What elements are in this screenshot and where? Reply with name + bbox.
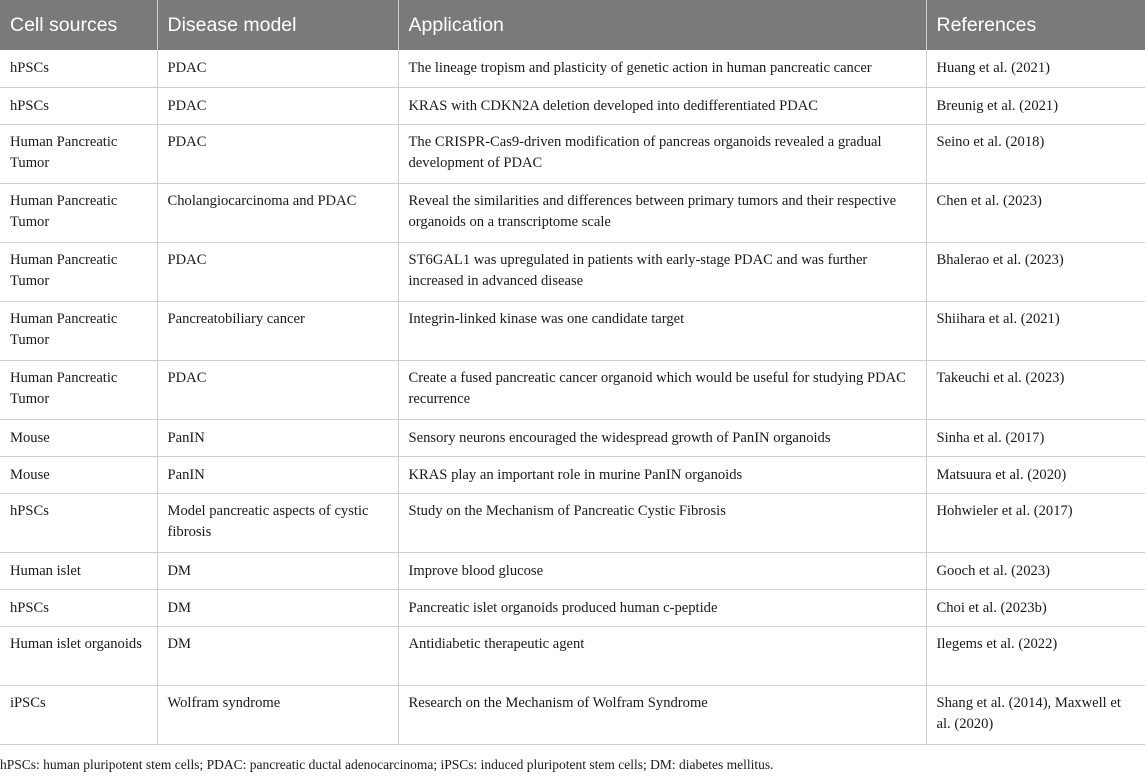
references: Shiihara et al. (2021) [926,301,1145,360]
table-row [0,419,1145,456]
disease-model: DM [157,626,398,685]
table-row [0,360,1145,419]
cell-source: iPSCs [0,685,157,744]
cell-source: hPSCs [0,589,157,626]
references: Shang et al. (2014), Maxwell et al. (2020) [926,685,1145,744]
disease-model: PDAC [157,124,398,183]
references: Gooch et al. (2023) [926,552,1145,589]
application: Sensory neurons encouraged the widespread growth of PanIN organoids [398,419,926,456]
disease-model: Wolfram syndrome [157,685,398,744]
disease-model: PanIN [157,419,398,456]
disease-model: DM [157,552,398,589]
application: KRAS with CDKN2A deletion developed into dedifferentiated PDAC [398,87,926,124]
application: Pancreatic islet organoids produced human c-peptide [398,589,926,626]
table-row [0,552,1145,589]
disease-model: Pancreatobiliary cancer [157,301,398,360]
application: Study on the Mechanism of Pancreatic Cystic Fibrosis [398,493,926,552]
disease-model: PanIN [157,456,398,493]
cell-source: hPSCs [0,87,157,124]
table-row [0,301,1145,360]
cell-source: Human Pancreatic Tumor [0,183,157,242]
table-row [0,685,1145,744]
cell-source: hPSCs [0,493,157,552]
cell-source: Human islet organoids [0,626,157,685]
table-row [0,242,1145,301]
disease-model: PDAC [157,360,398,419]
references: Takeuchi et al. (2023) [926,360,1145,419]
header-disease-model: Disease model [157,0,398,50]
table-row [0,456,1145,493]
table-row [0,626,1145,685]
cell-source: Human islet [0,552,157,589]
references: Seino et al. (2018) [926,124,1145,183]
table-row [0,50,1145,87]
cell-source: Human Pancreatic Tumor [0,242,157,301]
references: Choi et al. (2023b) [926,589,1145,626]
application: KRAS play an important role in murine PanIN organoids [398,456,926,493]
disease-model: PDAC [157,87,398,124]
header-references: References [926,0,1145,50]
application: Improve blood glucose [398,552,926,589]
application: Research on the Mechanism of Wolfram Syndrome [398,685,926,744]
cell-source: Human Pancreatic Tumor [0,301,157,360]
table-footnote: hPSCs: human pluripotent stem cells; PDAC: pancreatic ductal adenocarcinoma; iPSCs: induced pluripotent stem cells; DM: diabetes mellitus. [0,757,774,772]
references: Chen et al. (2023) [926,183,1145,242]
application: Antidiabetic therapeutic agent [398,626,926,685]
references: Hohwieler et al. (2017) [926,493,1145,552]
application: ST6GAL1 was upregulated in patients with early-stage PDAC and was further increased in advanced disease [398,242,926,301]
cell-source: hPSCs [0,50,157,87]
disease-model: DM [157,589,398,626]
application: The CRISPR-Cas9-driven modification of pancreas organoids revealed a gradual development of PDAC [398,124,926,183]
application: Create a fused pancreatic cancer organoid which would be useful for studying PDAC recurrence [398,360,926,419]
table-row [0,183,1145,242]
references: Huang et al. (2021) [926,50,1145,87]
application: Integrin-linked kinase was one candidate target [398,301,926,360]
disease-model: Cholangiocarcinoma and PDAC [157,183,398,242]
references: Bhalerao et al. (2023) [926,242,1145,301]
references: Sinha et al. (2017) [926,419,1145,456]
header-cell-sources: Cell sources [0,0,157,50]
disease-model: PDAC [157,50,398,87]
table-row [0,87,1145,124]
table-row [0,589,1145,626]
references: Breunig et al. (2021) [926,87,1145,124]
references: Ilegems et al. (2022) [926,626,1145,685]
table-row [0,493,1145,552]
disease-model: Model pancreatic aspects of cystic fibrosis [157,493,398,552]
disease-model: PDAC [157,242,398,301]
cell-source: Human Pancreatic Tumor [0,360,157,419]
table-row [0,124,1145,183]
cell-source: Human Pancreatic Tumor [0,124,157,183]
table-header-row [0,0,1145,50]
application: The lineage tropism and plasticity of genetic action in human pancreatic cancer [398,50,926,87]
cell-source: Mouse [0,419,157,456]
application: Reveal the similarities and differences between primary tumors and their respective organoids on a transcriptome scale [398,183,926,242]
header-application: Application [398,0,926,50]
references: Matsuura et al. (2020) [926,456,1145,493]
cell-source: Mouse [0,456,157,493]
